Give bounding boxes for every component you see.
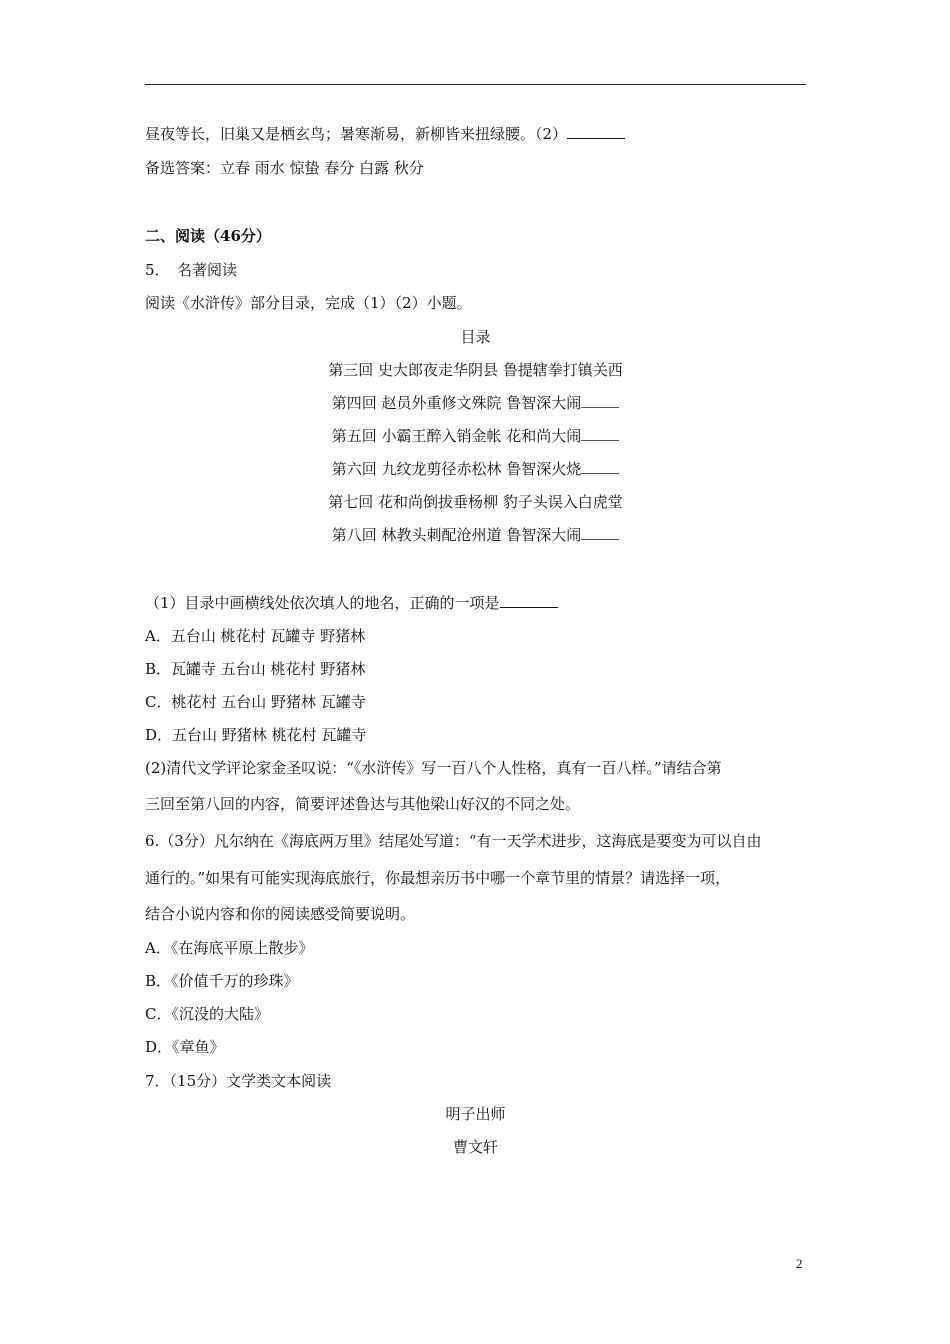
toc-entry xyxy=(145,492,806,512)
answer-blank xyxy=(500,593,558,608)
toc-entry xyxy=(145,393,806,413)
page-number: 2 xyxy=(796,1256,803,1271)
question-5-intro: 阅读《水浒传》部分目录，完成（1）（2）小题。 xyxy=(145,294,472,312)
toc-entry-text: 第三回 史大郎夜走华阴县 鲁提辖拳打镇关西 xyxy=(328,361,623,379)
answer-blank xyxy=(567,124,625,139)
answer-choices: 备选答案：立春 雨水 惊蛰 春分 白露 秋分 xyxy=(145,159,424,177)
option-d: D．五台山 野猪林 桃花村 瓦罐寺 xyxy=(145,726,367,744)
toc-blank xyxy=(581,428,619,441)
section-heading: 二、阅读（46分） xyxy=(145,227,271,245)
toc-blank xyxy=(581,461,619,474)
option-c: C．桃花村 五台山 野猪林 瓦罐寺 xyxy=(145,693,366,711)
toc-entry-text: 第八回 林教头刺配沧州道 鲁智深大闹 xyxy=(331,526,582,544)
question-6-line-2: 通行的。”如果有可能实现海底旅行，你最想亲历书中哪一个章节里的情景？请选择一项， xyxy=(145,869,731,887)
q6-option-a: A．《在海底平原上散步》 xyxy=(145,939,314,957)
q6-option-b: B．《价值千万的珍珠》 xyxy=(145,972,299,990)
q6-option-c: C．《沉没的大陆》 xyxy=(145,1005,269,1023)
toc-entry xyxy=(145,459,806,479)
question-5-2-line-1: (2)清代文学评论家金圣叹说：“《水浒传》写一百八个人性格，真有一百八样。”请结合第 xyxy=(145,759,722,777)
solar-term-line xyxy=(145,124,625,144)
toc-entry-text: 第七回 花和尚倒拔垂杨柳 豹子头误入白虎堂 xyxy=(328,493,623,511)
q6-option-d: D．《章鱼》 xyxy=(145,1038,225,1056)
question-5-title: 5． 名著阅读 xyxy=(145,261,238,279)
toc-entry xyxy=(145,426,806,446)
toc-entry-text: 第五回 小霸王醉入销金帐 花和尚大闹 xyxy=(331,427,582,445)
question-6-line-1: 6.（3分）凡尔纳在《海底两万里》结尾处写道：“有一天学术进步，这海底是要变为可以自由 xyxy=(145,832,762,850)
toc-blank xyxy=(581,395,619,408)
header-rule xyxy=(145,84,806,85)
toc-entry xyxy=(145,360,806,380)
story-author: 曹文轩 xyxy=(452,1138,498,1156)
question-5-1 xyxy=(145,593,558,613)
toc-entry xyxy=(145,525,806,545)
toc-blank xyxy=(581,527,619,540)
question-7-title: 7．（15分）文学类文本阅读 xyxy=(145,1072,332,1090)
solar-term-text: 昼夜等长，旧巢又是栖玄鸟；暑寒渐易，新柳皆来扭绿腰。（2） xyxy=(145,125,568,143)
toc-entry-text: 第六回 九纹龙剪径赤松林 鲁智深火烧 xyxy=(331,460,582,478)
option-b: B．瓦罐寺 五台山 桃花村 野猪林 xyxy=(145,660,366,678)
toc-title: 目录 xyxy=(460,328,491,346)
option-a: A．五台山 桃花村 瓦罐寺 野猪林 xyxy=(145,627,366,645)
question-5-1-text: （1）目录中画横线处依次填人的地名，正确的一项是 xyxy=(145,594,500,612)
question-5-2-line-2: 三回至第八回的内容，简要评述鲁达与其他梁山好汉的不同之处。 xyxy=(145,795,581,813)
story-title: 明子出师 xyxy=(445,1105,506,1123)
question-6-line-3: 结合小说内容和你的阅读感受简要说明。 xyxy=(145,905,416,923)
toc-entry-text: 第四回 赵员外重修文殊院 鲁智深大闹 xyxy=(331,394,582,412)
